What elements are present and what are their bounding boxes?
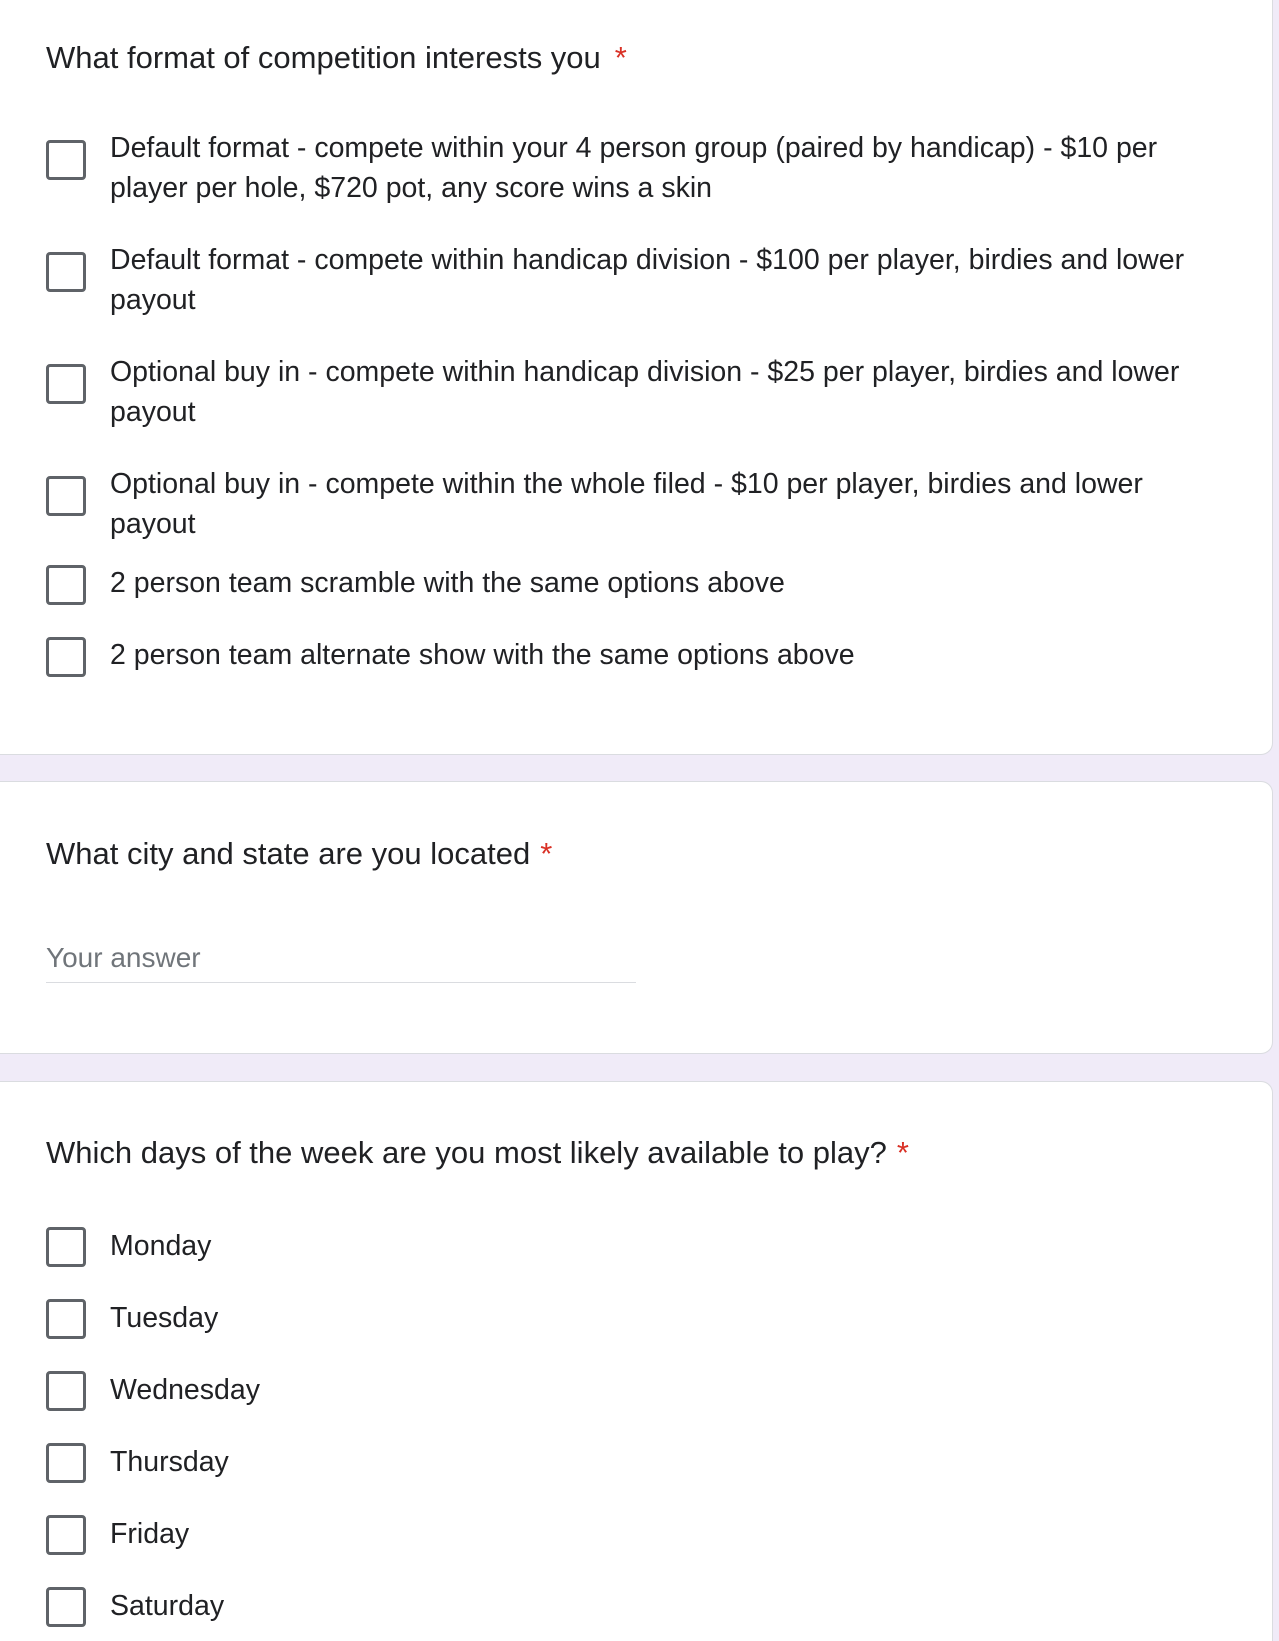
checkbox[interactable] — [46, 476, 86, 516]
option-label: Friday — [110, 1518, 190, 1550]
option-label: Monday — [110, 1230, 212, 1262]
option-label: Default format - compete within handicap division - $100 per player, birdies and lower payout — [110, 244, 1185, 316]
question-card-competition-format — [0, 0, 1273, 755]
checkbox[interactable] — [46, 364, 86, 404]
option-label: 2 person team scramble with the same options above — [110, 567, 785, 599]
option-label: Thursday — [110, 1446, 229, 1478]
option-label: 2 person team alternate show with the same options above — [110, 639, 855, 671]
question-card-available-days — [0, 1081, 1273, 1641]
question-title-text: What city and state are you located — [46, 836, 531, 871]
option-label: Saturday — [110, 1590, 225, 1622]
checkbox[interactable] — [46, 1515, 86, 1555]
option-label: Wednesday — [110, 1374, 260, 1406]
checkbox[interactable] — [46, 1299, 86, 1339]
location-answer-input[interactable] — [46, 934, 636, 983]
checkbox[interactable] — [46, 637, 86, 677]
question-title-text: What format of competition interests you — [46, 40, 601, 75]
required-indicator: * — [540, 836, 553, 871]
checkbox[interactable] — [46, 1443, 86, 1483]
question-title — [46, 1133, 909, 1173]
checkbox[interactable] — [46, 1227, 86, 1267]
option-label: Optional buy in - compete within handicap division - $25 per player, birdies and lower payout — [110, 356, 1180, 428]
required-indicator: * — [896, 1135, 909, 1170]
option-label: Optional buy in - compete within the whole filed - $10 per player, birdies and lower payout — [110, 468, 1143, 540]
checkbox[interactable] — [46, 1587, 86, 1627]
question-title — [46, 834, 552, 874]
checkbox[interactable] — [46, 252, 86, 292]
question-card-location — [0, 781, 1273, 1054]
question-title-text: Which days of the week are you most likely available to play? — [46, 1135, 887, 1170]
checkbox[interactable] — [46, 140, 86, 180]
question-title — [46, 38, 627, 78]
checkbox[interactable] — [46, 1371, 86, 1411]
checkbox[interactable] — [46, 565, 86, 605]
option-label: Default format - compete within your 4 person group (paired by handicap) - $10 per player per hole, $720 pot, any score wins a skin — [110, 132, 1158, 204]
required-indicator: * — [614, 40, 627, 75]
option-label: Tuesday — [110, 1302, 219, 1334]
